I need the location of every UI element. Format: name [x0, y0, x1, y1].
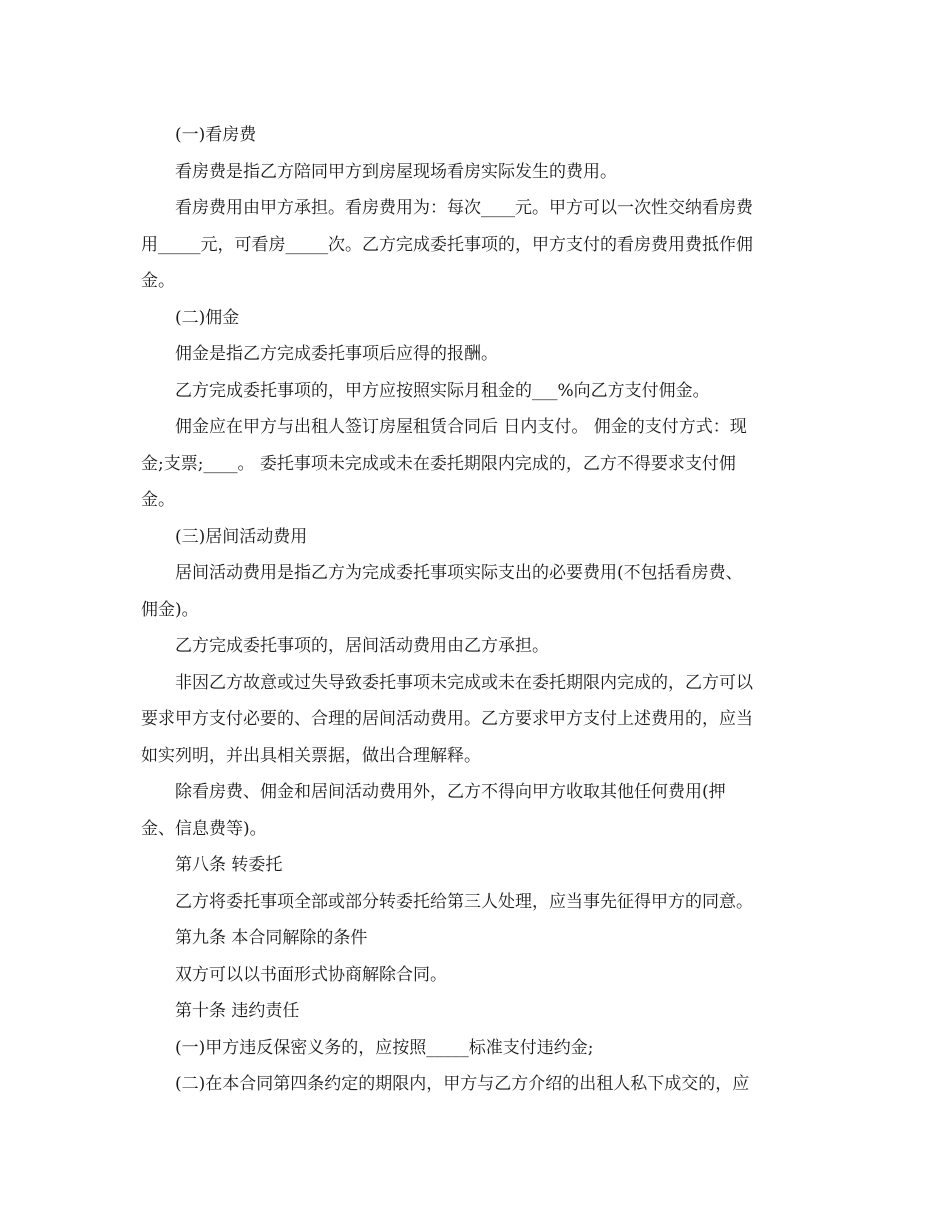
text-line: (三)居间活动费用 [175, 526, 308, 547]
text-line: 除看房费、佣金和居间活动费用外，乙方不得向甲方收取其他任何费用(押 [175, 782, 726, 802]
paragraph [141, 519, 813, 556]
paragraph [141, 665, 813, 775]
text-line: 乙方将委托事项全部或部分转委托给第三人处理，应当事先征得甲方的同意。 [175, 891, 753, 912]
paragraph [141, 628, 813, 665]
text-line: 金、信息费等)。 [141, 818, 267, 839]
paragraph [141, 555, 813, 628]
text-line: 如实列明，并出具相关票据，做出合理解释。 [141, 745, 481, 766]
text-line: 第八条 转委托 [175, 855, 283, 875]
paragraph [141, 409, 813, 519]
text-line: 看房费用由甲方承担。看房费用为：每次____元。甲方可以一次性交纳看房费 [175, 198, 753, 218]
text-line: 看房费是指乙方陪同甲方到房屋现场看房实际发生的费用。 [175, 161, 617, 182]
text-line: 双方可以以书面形式协商解除合同。 [175, 964, 447, 985]
paragraph [141, 847, 813, 884]
text-line: 金。 [141, 490, 175, 510]
paragraph [141, 154, 813, 191]
text-line: 要求甲方支付必要的、合理的居间活动费用。乙方要求甲方支付上述费用的，应当 [141, 709, 753, 729]
text-line: 居间活动费用是指乙方为完成委托事项实际支出的必要费用(不包括看房费、 [175, 563, 743, 583]
paragraph [141, 993, 813, 1030]
text-line: (一)甲方违反保密义务的，应按照_____标准支付违约金; [175, 1037, 594, 1058]
text-line: 乙方完成委托事项的，居间活动费用由乙方承担。 [175, 636, 549, 656]
text-line: 乙方完成委托事项的，甲方应按照实际月租金的___%向乙方支付佣金。 [175, 380, 710, 401]
text-line: (二)佣金 [175, 307, 240, 328]
paragraph [141, 920, 813, 957]
document-body [141, 117, 813, 1103]
paragraph [141, 774, 813, 847]
text-line: 佣金)。 [141, 599, 199, 620]
paragraph [141, 336, 813, 373]
text-line: 佣金是指乙方完成委托事项后应得的报酬。 [175, 344, 498, 364]
text-line: (二)在本合同第四条约定的期限内，甲方与乙方介绍的出租人私下成交的，应 [175, 1074, 750, 1094]
text-line: 用_____元，可看房_____次。乙方完成委托事项的，甲方支付的看房费用费抵作佣 [141, 234, 753, 255]
paragraph [141, 1030, 813, 1067]
text-line: 金;支票;____。 委托事项未完成或未在委托期限内完成的，乙方不得要求支付佣 [141, 453, 736, 474]
text-line: 第十条 违约责任 [175, 1001, 300, 1021]
text-line: 第九条 本合同解除的条件 [175, 928, 368, 948]
paragraph [141, 190, 813, 300]
paragraph [141, 373, 813, 410]
text-line: (一)看房费 [175, 125, 257, 145]
paragraph [141, 1066, 813, 1103]
text-line: 金。 [141, 271, 175, 291]
paragraph [141, 957, 813, 994]
paragraph [141, 300, 813, 337]
paragraph [141, 117, 813, 154]
text-line: 非因乙方故意或过失导致委托事项未完成或未在委托期限内完成的，乙方可以 [175, 672, 753, 693]
paragraph [141, 884, 813, 921]
text-line: 佣金应在甲方与出租人签订房屋租赁合同后 日内支付。 佣金的支付方式：现 [175, 417, 747, 437]
